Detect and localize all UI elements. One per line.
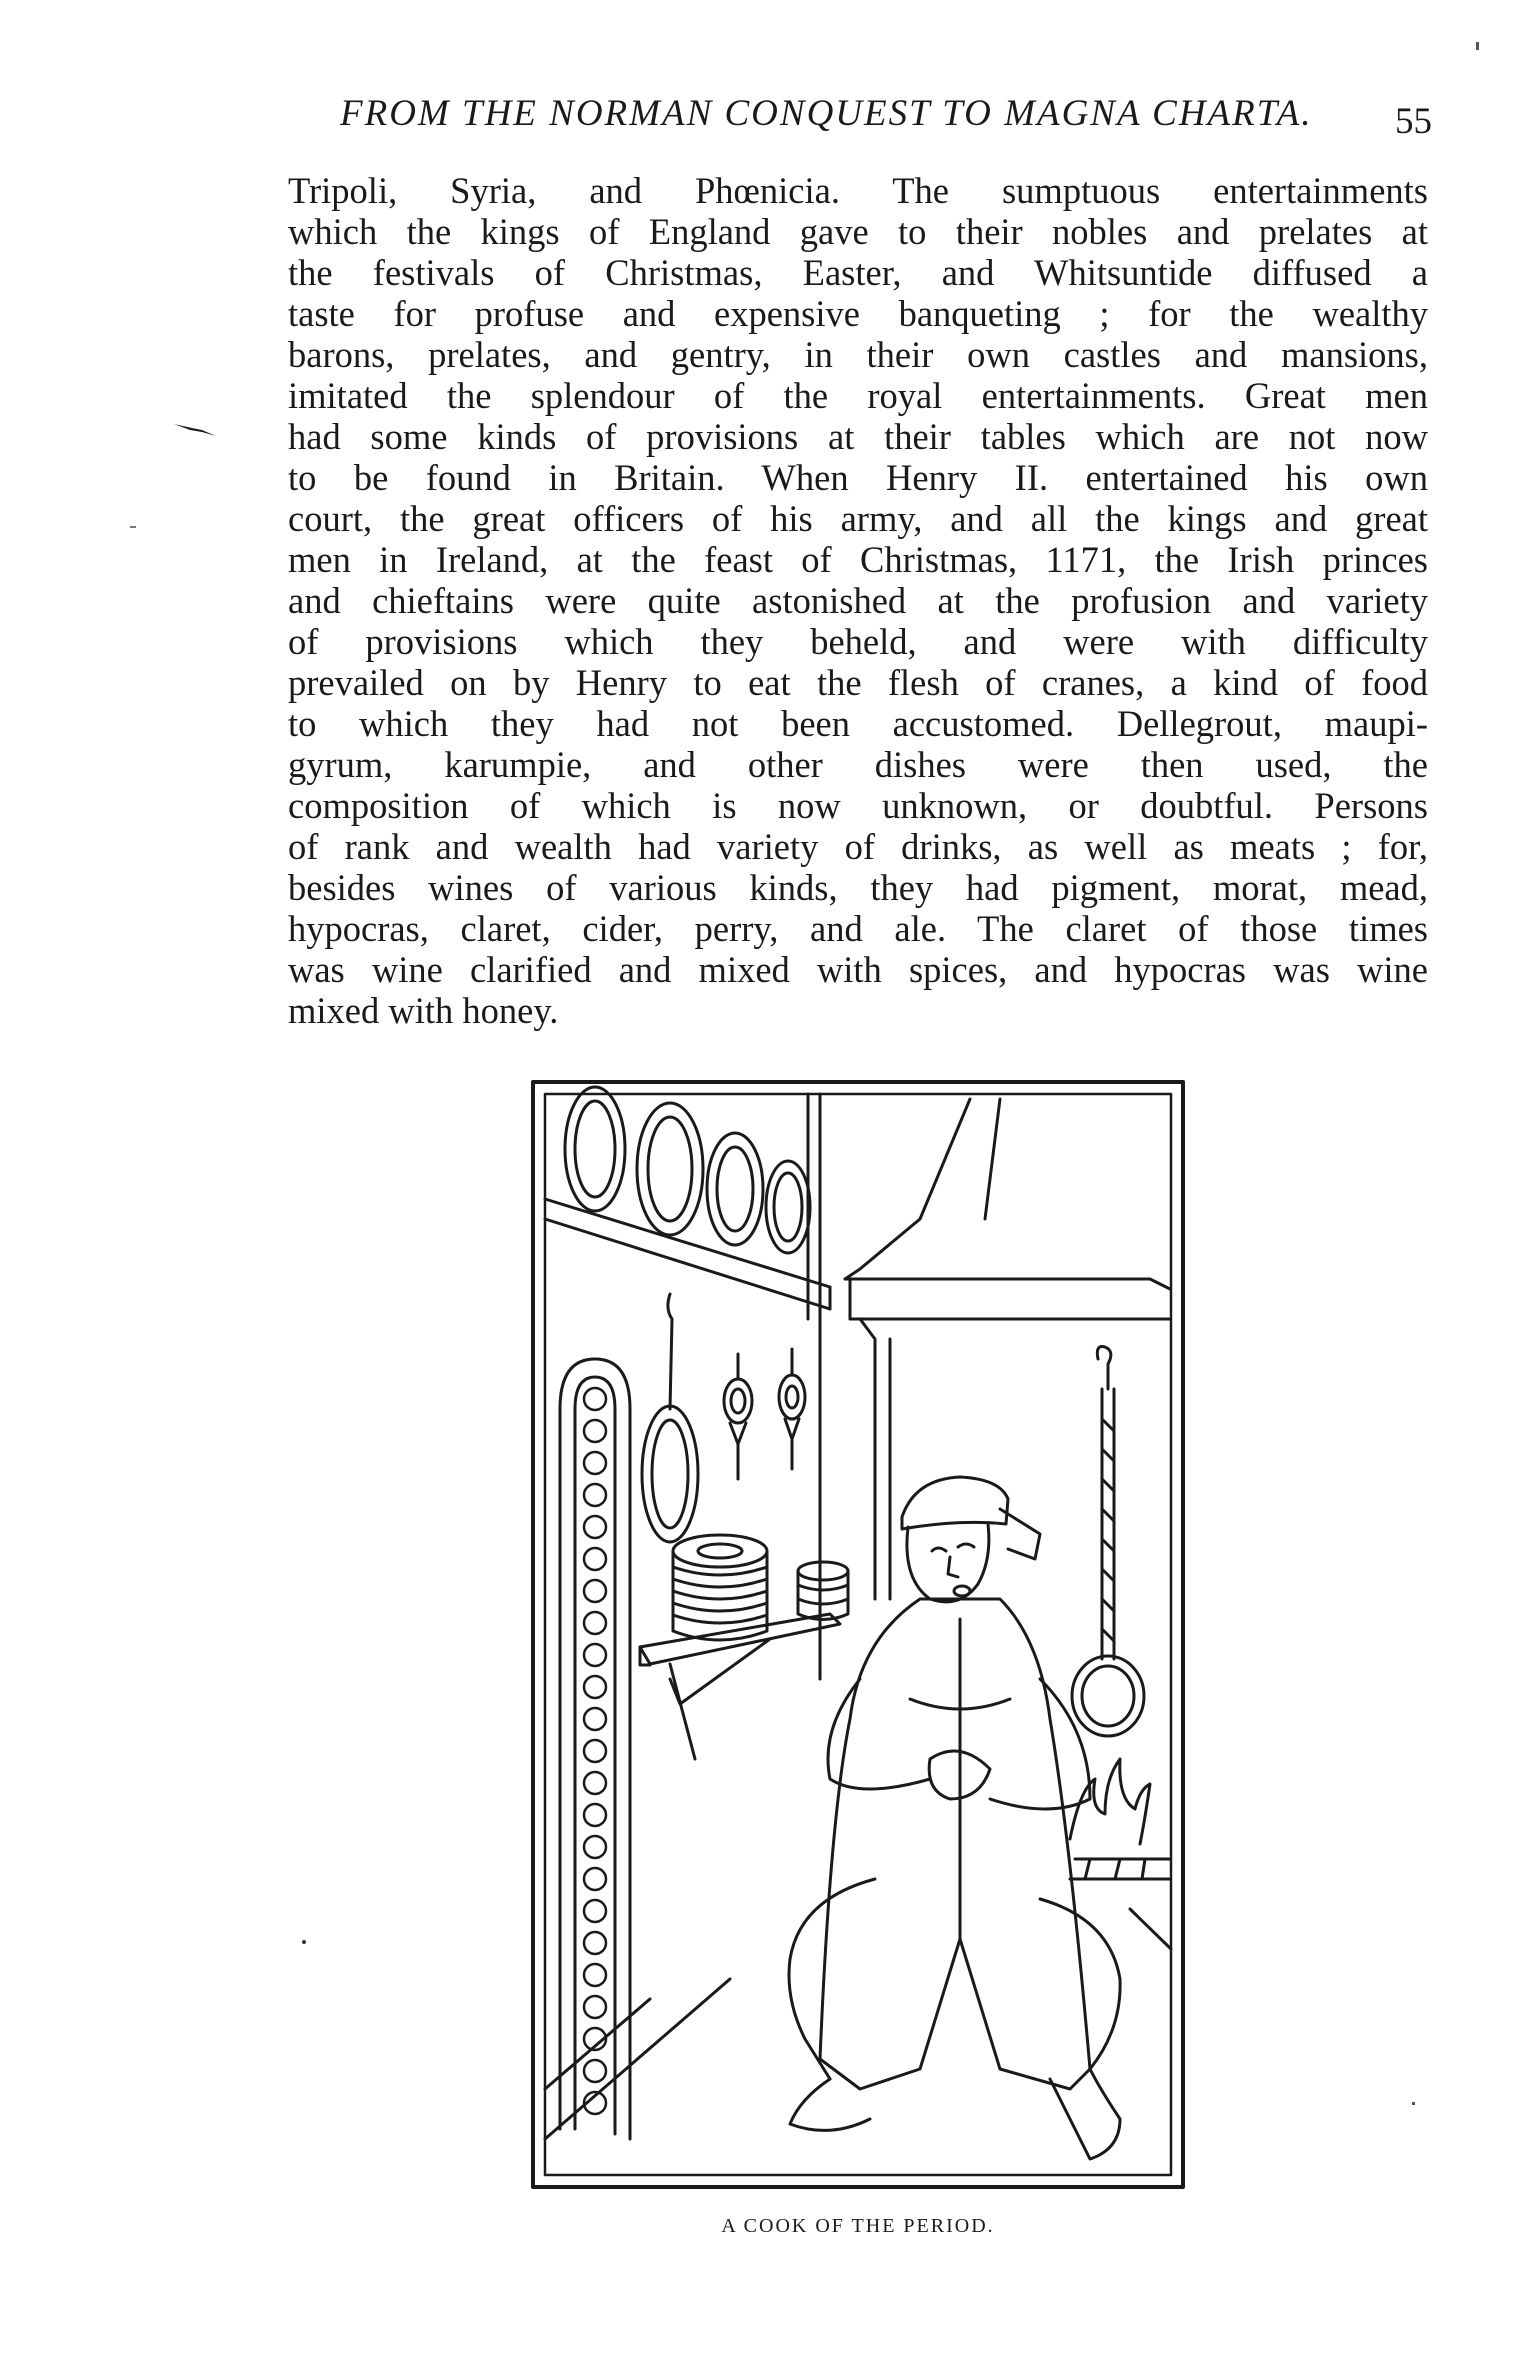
text-line: imitated the splendour of the royal entertainments. Great men [288, 375, 1428, 416]
text-line: to which they had not been accustomed. Dellegrout, maupi- [288, 703, 1428, 744]
speck [130, 526, 136, 528]
text-line: to be found in Britain. When Henry II. entertained his own [288, 457, 1428, 498]
speck [1476, 42, 1479, 50]
running-title: FROM THE NORMAN CONQUEST TO MAGNA CHARTA. [340, 93, 1313, 134]
woodcut-illustration [530, 1079, 1186, 2190]
text-line: of provisions which they beheld, and were with difficulty [288, 621, 1428, 662]
text-line: besides wines of various kinds, they had pigment, morat, mead, [288, 867, 1428, 908]
figure-caption: A COOK OF THE PERIOD. [721, 2215, 995, 2237]
text-line: of rank and wealth had variety of drinks, as well as meats ; for, [288, 826, 1428, 867]
running-head [340, 92, 1440, 142]
text-line: mixed with honey. [288, 990, 559, 1031]
text-line: prevailed on by Henry to eat the flesh of cranes, a kind of food [288, 662, 1428, 703]
speck [1412, 2102, 1415, 2105]
text-line: Tripoli, Syria, and Phœnicia. The sumptuous entertainments [288, 170, 1428, 211]
text-line: composition of which is now unknown, or doubtful. Persons [288, 785, 1428, 826]
text-line: court, the great officers of his army, and all the kings and great [288, 498, 1428, 539]
text-line: was wine clarified and mixed with spices, and hypocras was wine [288, 949, 1428, 990]
body-paragraph [288, 170, 1428, 1031]
text-line: the festivals of Christmas, Easter, and Whitsuntide diffused a [288, 252, 1428, 293]
text-line: taste for profuse and expensive banqueting ; for the wealthy [288, 293, 1428, 334]
text-line: hypocras, claret, cider, perry, and ale. The claret of those times [288, 908, 1428, 949]
text-line: men in Ireland, at the feast of Christmas, 1171, the Irish princes [288, 539, 1428, 580]
text-line: gyrum, karumpie, and other dishes were then used, the [288, 744, 1428, 785]
margin-mark [172, 418, 222, 440]
text-line: and chieftains were quite astonished at the profusion and variety [288, 580, 1428, 621]
speck [302, 1940, 306, 1944]
text-line: which the kings of England gave to their nobles and prelates at [288, 211, 1428, 252]
page-number: 55 [1395, 101, 1432, 142]
text-line: had some kinds of provisions at their tables which are not now [288, 416, 1428, 457]
text-line: barons, prelates, and gentry, in their own castles and mansions, [288, 334, 1428, 375]
